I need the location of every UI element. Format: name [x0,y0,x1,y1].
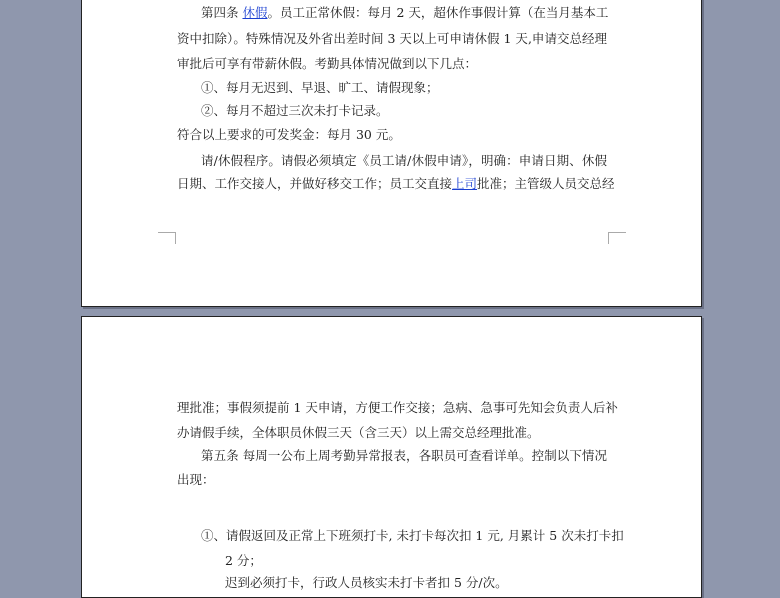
paragraph-line: 理批准；事假须提前 1 天申请，方便工作交接；急病、急事可先知会负责人后补 [177,400,618,415]
paragraph-line: 资中扣除）。特殊情况及外省出差时间 3 天以上可申请休假 1 天,申请交总经理 [177,31,607,46]
list-item: ②、每月不超过三次未打卡记录。 [201,103,389,118]
document-page-2 [81,316,702,598]
document-page-1 [81,0,702,307]
hyperlink-vacation[interactable]: 休假 [242,5,268,20]
paragraph-line [201,5,607,21]
list-item: ①、请假返回及正常上下班须打卡, 未打卡每次扣 1 元, 月累计 5 次未打卡扣 [201,528,624,543]
margin-corner-mark-right [608,232,626,244]
paragraph-line: 第五条 每周一公布上周考勤异常报表，各职员可查看详单。控制以下情况 [201,448,607,463]
text: 。员工正常休假：每月 2 天，超休作事假计算（在当月基本工 [267,5,609,20]
paragraph-line: 符合以上要求的可发奖金：每月 30 元。 [177,127,401,142]
paragraph-line: 迟到必须打卡，行政人员核实未打卡者扣 5 分/次。 [225,575,508,590]
list-item-continuation: 2 分； [225,553,262,568]
text: 日期、工作交接人，并做好移交工作；员工交直接 [177,176,453,191]
list-item: ①、每月无迟到、早退、旷工、请假现象； [201,80,439,95]
text: 批准；主管级人员交总经 [477,176,615,191]
paragraph-line: 办请假手续，全体职员休假三天（含三天）以上需交总经理批准。 [177,425,540,440]
paragraph-line: 审批后可享有带薪休假。考勤具体情况做到以下几点： [177,56,478,71]
hyperlink-supervisor[interactable]: 上司 [452,176,478,191]
margin-corner-mark-left [158,232,176,244]
paragraph-line [177,176,615,192]
paragraph-line: 出现： [177,472,215,487]
text: 第四条 [201,5,243,20]
paragraph-line: 请/休假程序。请假必须填定《员工请/休假申请》，明确：申请日期、休假 [201,153,607,168]
